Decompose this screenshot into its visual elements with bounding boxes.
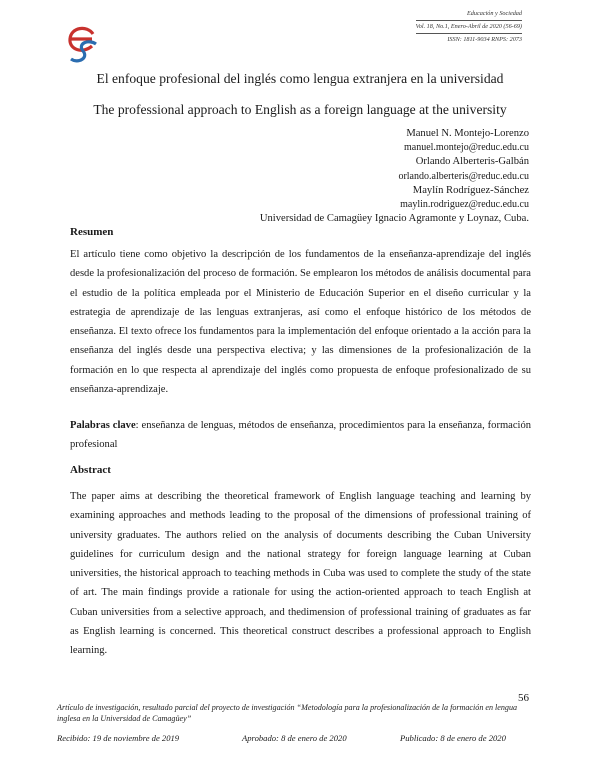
journal-issn: ISSN: 1811-9034 RNPS: 2073 <box>447 36 522 43</box>
keywords-text: : enseñanza de lenguas, métodos de enseñanza, procedimientos para la enseñanza, formación profesional <box>70 420 532 451</box>
date-published: Publicado: 8 de enero de 2020 <box>400 733 506 743</box>
page-number: 56 <box>518 692 529 704</box>
abstract-heading: Abstract <box>70 464 111 476</box>
author-email[interactable]: manuel.montejo@reduc.edu.cu <box>404 142 529 154</box>
title-english: The professional approach to English as a foreign language at the university <box>93 102 507 117</box>
resumen-heading: Resumen <box>70 226 114 238</box>
date-received: Recibido: 19 de noviembre de 2019 <box>57 733 180 743</box>
author-name: Maylín Rodríguez-Sánchez <box>412 184 529 196</box>
journal-volume: Vol. 18, No.1, Enero-Abril de 2020 (56-69) <box>416 22 522 34</box>
author-email[interactable]: maylin.rodriguez@reduc.edu.cu <box>400 199 529 211</box>
author-name: Orlando Alberteris-Galbán <box>415 156 529 168</box>
author-name: Manuel N. Montejo-Lorenzo <box>406 128 529 139</box>
date-approved: Aprobado: 8 de enero de 2020 <box>242 733 347 743</box>
author-email[interactable]: orlando.alberteris@reduc.edu.cu <box>398 170 529 182</box>
resumen-body: El artículo tiene como objetivo la descripción de los fundamentos de la enseñanza-aprendizaje del inglés desde la profesionalización del proceso de formación. Se emplearon los métodos de análisis documental para el estudio de la política empleada por el Ministerio de Educación Superior en el diseño curricular y la estrategia de aprendizaje de las lenguas extranjeras, así como el enfoque histórico de los métodos de enseñanza. El texto ofrece los fundamentos para la implementación del enfoque orientado a la acción para la enseñanza del inglés desde una perspectiva electiva; y las dimensiones de la profesionalización de la formación en lo que respecta al aprendizaje del inglés como propuesta de enfoque profesionalizado de su enseñanza-aprendizaje. <box>70 249 531 396</box>
footer-note: Artículo de investigación, resultado parcial del proyecto de investigación “Metodología para la profesionalización de la formación en lengua inglesa en la Universidad de Camagüey” <box>57 703 518 723</box>
abstract-body: The paper aims at describing the theoretical framework of English language teaching and learning by examining approaches and methods leading to the proposal of the dimensions of professional training of university graduates. The authors relied on the analysis of documents describing the Cuban University guidelines for curriculum design and the national strategy for foreign language learning at Cuban universities, the historical approach to teaching methods in Cuba was used to complete the study of the state of art. The main findings provide a rationale for using the action-oriented approach to teach English at Cuban universities from a selective approach, and thedimension of professional training of graduates as far as English learning is concerned. This theoretical construct describes a professional approach to English learning. <box>70 491 531 657</box>
journal-name: Educación y Sociedad <box>416 9 522 21</box>
journal-header <box>416 9 522 45</box>
author-block <box>260 127 529 226</box>
keywords <box>70 416 531 455</box>
author-affiliation: Universidad de Camagüey Ignacio Agramonte y Loynaz, Cuba. <box>259 213 529 225</box>
journal-logo-icon <box>63 22 103 66</box>
keywords-label: Palabras clave <box>70 420 136 431</box>
title-spanish: El enfoque profesional del inglés como lengua extranjera en la universidad <box>96 71 504 86</box>
